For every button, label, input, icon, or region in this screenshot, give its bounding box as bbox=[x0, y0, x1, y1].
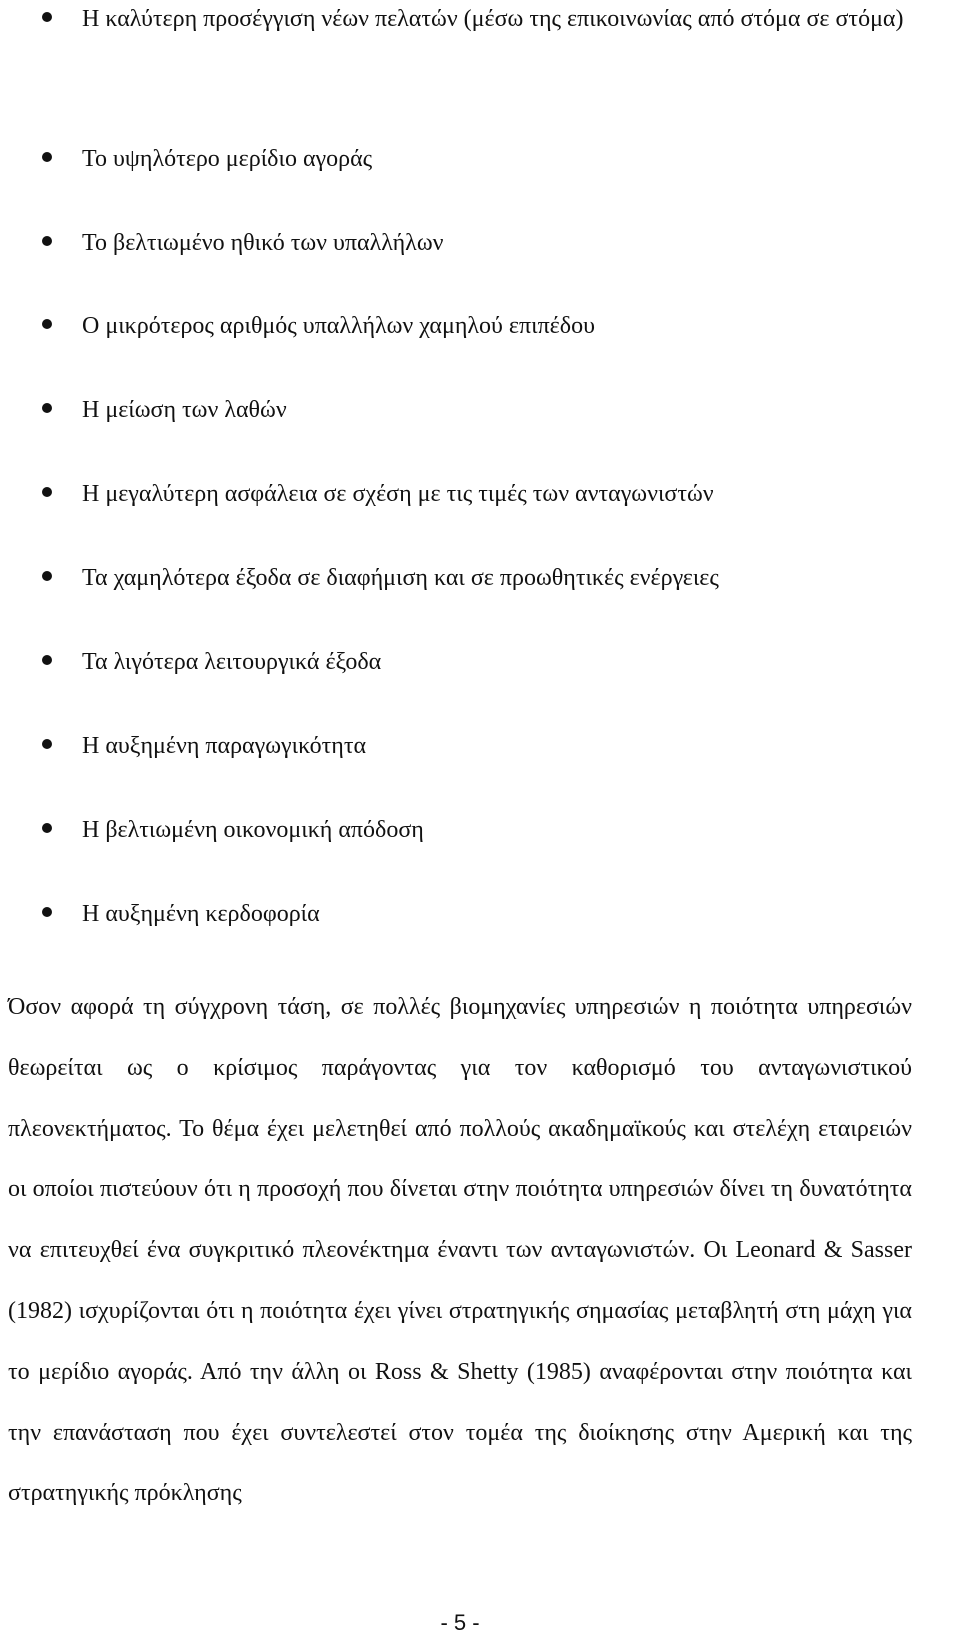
list-item bbox=[0, 809, 942, 851]
list-item bbox=[0, 305, 942, 347]
list-item-text: Τα χαμηλότερα έξοδα σε διαφήμιση και σε προωθητικές ενέργειες bbox=[82, 565, 719, 591]
list-item-text: Ο μικρότερος αριθμός υπαλλήλων χαμηλού επιπέδου bbox=[82, 313, 595, 339]
bullet-icon bbox=[42, 152, 52, 162]
bullet-icon bbox=[42, 655, 52, 665]
list-item-text: Η μεγαλύτερη ασφάλεια σε σχέση με τις τιμές των ανταγωνιστών bbox=[82, 481, 714, 507]
bullet-icon bbox=[42, 12, 52, 22]
bullet-icon bbox=[42, 319, 52, 329]
list-item bbox=[0, 641, 942, 683]
bullet-icon bbox=[42, 236, 52, 246]
list-item-text: Το βελτιωμένο ηθικό των υπαλλήλων bbox=[82, 230, 444, 256]
list-item bbox=[0, 557, 942, 599]
bullet-icon bbox=[42, 739, 52, 749]
bullet-icon bbox=[42, 907, 52, 917]
list-item-text: Η βελτιωμένη οικονομική απόδοση bbox=[82, 817, 424, 843]
list-item bbox=[0, 725, 942, 767]
list-item bbox=[0, 0, 942, 47]
list-item-text: Η αυξημένη παραγωγικότητα bbox=[82, 733, 367, 759]
list-item-text: Η μείωση των λαθών bbox=[82, 397, 287, 423]
page-number: - 5 - bbox=[440, 1610, 480, 1635]
bullet-icon bbox=[42, 403, 52, 413]
bullet-icon bbox=[42, 487, 52, 497]
list-item-text: Η αυξημένη κερδοφορία bbox=[82, 901, 320, 927]
body-paragraph: Όσον αφορά τη σύγχρονη τάση, σε πολλές βιομηχανίες υπηρεσιών η ποιότητα υπηρεσιών θεωρείται ως ο κρίσιμος παράγοντας για τον καθορισμό του ανταγωνιστικού πλεονεκτήματος. Το θέμα έχει μελετηθεί από πολλούς ακαδημαϊκούς και στελέχη εταιρειών οι οποίοι πιστεύουν ότι η προσοχή που δίνεται στην ποιότητα υπηρεσιών δίνει τη δυνατότητα να επιτευχθεί ένα συγκριτικό πλεονέκτημα έναντι των ανταγωνιστών. Οι Leonard & Sasser (1982) ισχυρίζονται ότι η ποιότητα έχει γίνει στρατηγικής σημασίας μεταβλητή στη μάχη για το μερίδιο αγοράς. Από την άλλη οι Ross & Shetty (1985) αναφέρονται στην ποιότητα και την επανάσταση που έχει συντελεστεί στον τομέα της διοίκησης στην Αμερική και της στρατηγικής πρόκλησης bbox=[8, 994, 912, 1507]
list-item-text: Η καλύτερη προσέγγιση νέων πελατών (μέσω της επικοινωνίας από στόμα σε στόμα) bbox=[82, 6, 904, 32]
list-item-text: Τα λιγότερα λειτουργικά έξοδα bbox=[82, 649, 382, 675]
list-item bbox=[0, 473, 942, 515]
list-item bbox=[0, 138, 942, 180]
list-item bbox=[0, 893, 942, 935]
list-item bbox=[0, 389, 942, 431]
list-item-text: Το υψηλότερο μερίδιο αγοράς bbox=[82, 146, 373, 172]
bullet-icon bbox=[42, 571, 52, 581]
bullet-icon bbox=[42, 823, 52, 833]
list-item bbox=[0, 222, 942, 264]
